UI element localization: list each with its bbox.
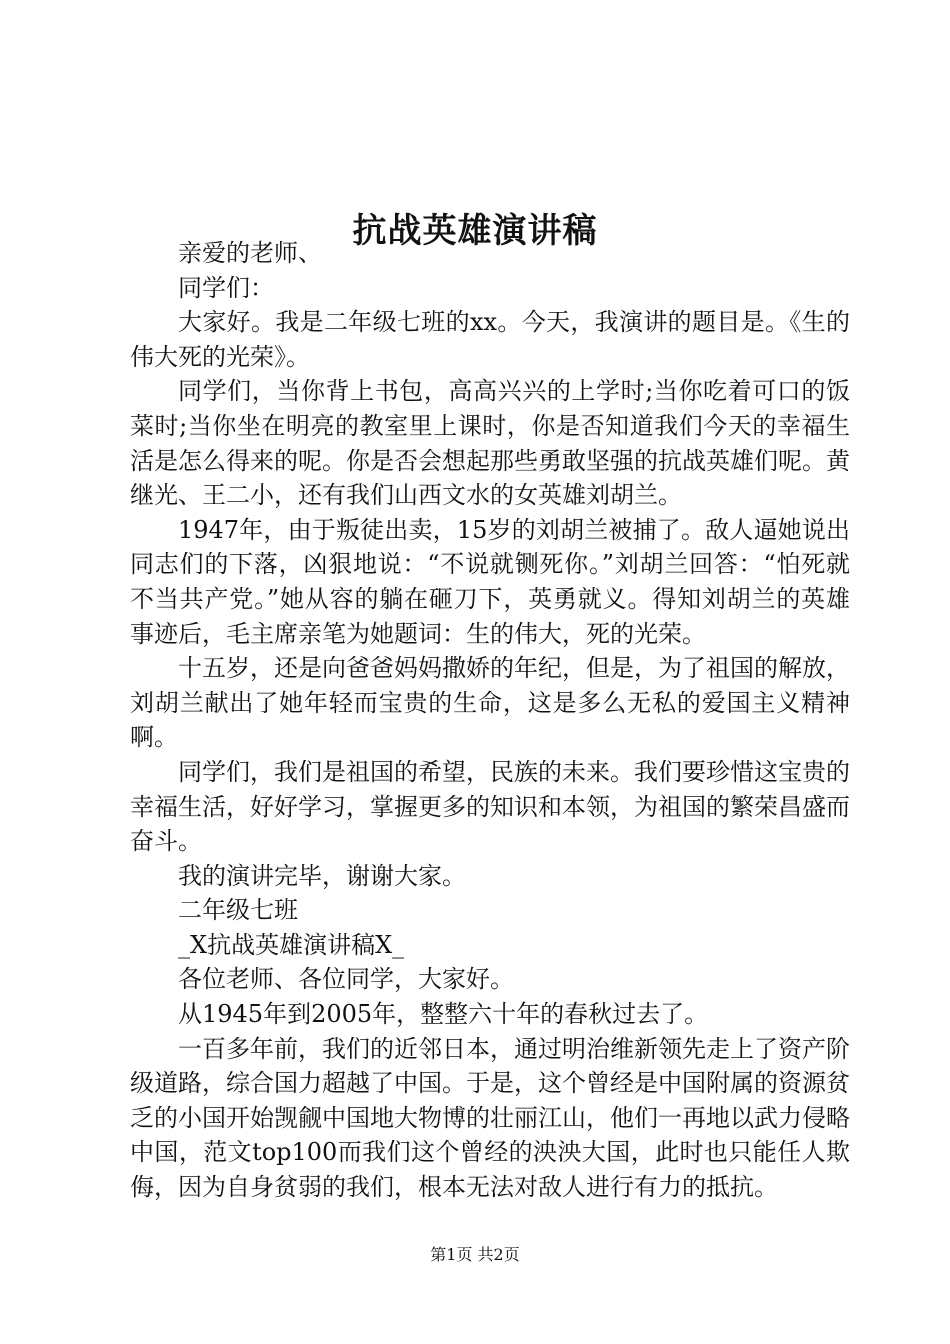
paragraph-happy-life: 同学们，当你背上书包，高高兴兴的上学时;当你吃着可口的饭菜时;当你坐在明亮的教室里上课时，你是否知道我们今天的幸福生活是怎么得来的呢。你是否会想起那些勇敢坚强的抗战英雄们呢。黄继光、王二小，还有我们山西文水的女英雄刘胡兰。 xyxy=(130,377,850,510)
paragraph-sixty-years: 从1945年到2005年，整整六十年的春秋过去了。 xyxy=(178,1000,709,1029)
paragraph-liu-hulan-story: 1947年，由于叛徒出卖，15岁的刘胡兰被捕了。敌人逼她说出同志们的下落，凶狠地说：“不说就铡死你。”刘胡兰回答：“怕死就不当共产党。”她从容的躺在砸刀下，英勇就义。得知刘胡兰的英雄事迹后，毛主席亲笔为她题词：生的伟大，死的光荣。 xyxy=(130,515,850,648)
paragraph-closing: 我的演讲完毕，谢谢大家。 xyxy=(178,861,466,890)
paragraph-second-greeting: 各位老师、各位同学，大家好。 xyxy=(178,965,514,994)
page-footer: 第1页 共2页 xyxy=(430,1245,520,1264)
paragraph-greeting-students: 同学们： xyxy=(178,273,274,302)
paragraph-our-future: 同学们，我们是祖国的希望，民族的未来。我们要珍惜这宝贵的幸福生活，好好学习，掌握更多的知识和本领，为祖国的繁荣昌盛而奋斗。 xyxy=(130,757,850,856)
paragraph-second-title: _X抗战英雄演讲稿X_ xyxy=(178,930,405,959)
paragraph-class-signature: 二年级七班 xyxy=(178,896,298,925)
paragraph-greeting-teachers: 亲爱的老师、 xyxy=(178,239,322,267)
paragraph-fifteen-years: 十五岁，还是向爸爸妈妈撒娇的年纪，但是，为了祖国的解放，刘胡兰献出了她年轻而宝贵的生命，这是多么无私的爱国主义精神啊。 xyxy=(130,654,850,752)
paragraph-intro: 大家好。我是二年级七班的xx。今天，我演讲的题目是。《生的伟大死的光荣》。 xyxy=(130,308,850,371)
paragraph-history: 一百多年前，我们的近邻日本，通过明治维新领先走上了资产阶级道路，综合国力超越了中国。于是，这个曾经是中国附属的资源贫乏的小国开始觊觎中国地大物博的壮丽江山，他们一再地以武力侵略中国，范文top100而我们这个曾经的泱泱大国，此时也只能任人欺侮，因为自身贫弱的我们，根本无法对敌人进行有力的抵抗。 xyxy=(130,1034,850,1202)
document-body xyxy=(130,236,850,1205)
document-title: 抗战英雄演讲稿 xyxy=(352,210,598,251)
